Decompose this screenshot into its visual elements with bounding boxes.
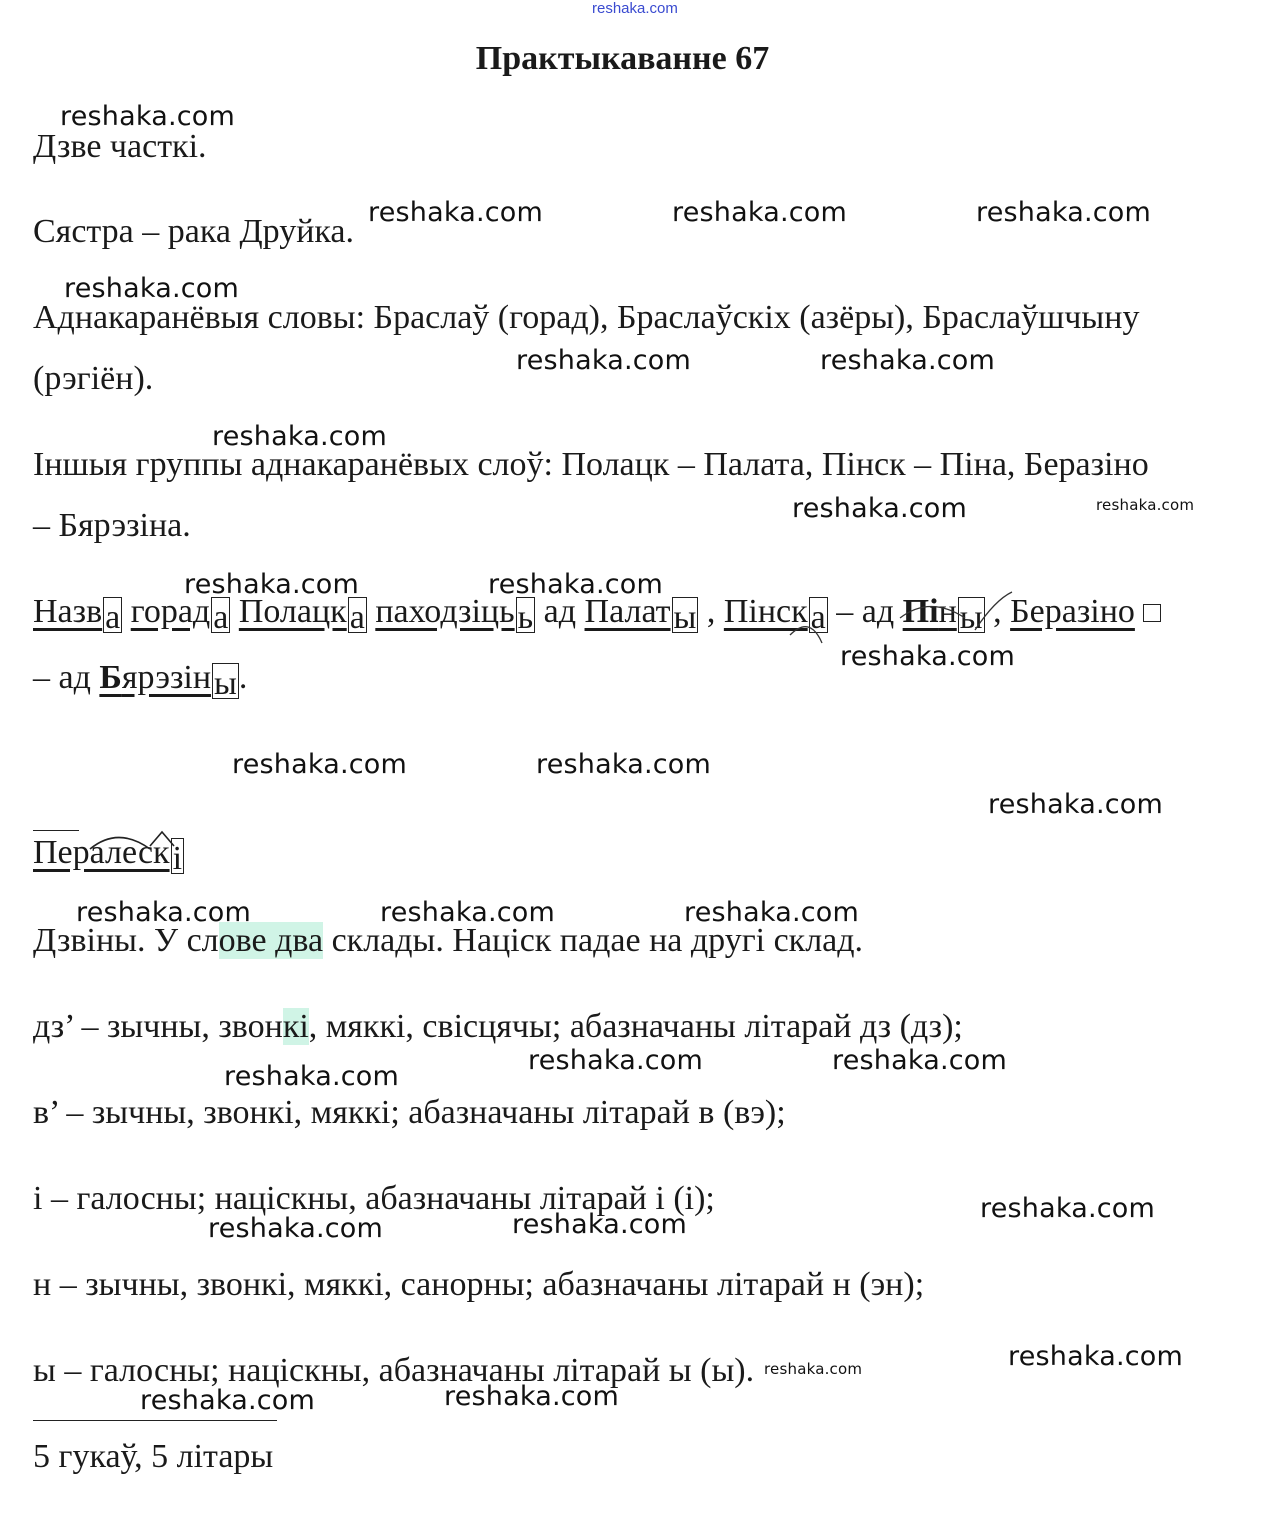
watermark: reshaka.com — [672, 197, 847, 228]
watermark: reshaka.com — [792, 493, 967, 524]
paragraph-cognates-line2: (рэгіён). — [33, 360, 154, 397]
sound-v: в’ – зычны, звонкі, мяккі; абазначаны літарай в (вэ); — [33, 1094, 786, 1131]
paragraph-sister-river: Сястра – рака Друйка. — [33, 213, 354, 250]
dash-preposition: – ад — [836, 593, 895, 630]
watermark: reshaka.com — [380, 897, 555, 928]
page-title: Практыкаванне 67 — [475, 40, 770, 77]
watermark: reshaka.com — [212, 421, 387, 452]
paragraph-parts: Дзве часткі. — [33, 128, 207, 165]
period: . — [238, 659, 248, 696]
watermark: reshaka.com — [1008, 1341, 1183, 1372]
word-ending: ы — [214, 665, 237, 702]
word-ending: і — [172, 840, 183, 877]
word-stem-bold: Пі — [902, 593, 939, 630]
word-stem: Пералеск — [33, 834, 170, 871]
sound-n: н – зычны, звонкі, мяккі, санорны; абазначаны літарай н (эн); — [33, 1266, 925, 1303]
watermark: reshaka.com — [988, 789, 1163, 820]
word-stem-rest: н — [938, 593, 957, 630]
watermark: reshaka.com — [1096, 496, 1195, 514]
word-ending: а — [105, 599, 121, 636]
watermark: reshaka.com — [208, 1213, 383, 1244]
dash-preposition: – ад — [33, 659, 91, 696]
text-run: дз’ – зычны, звон — [33, 1008, 283, 1045]
watermark: reshaka.com — [980, 1193, 1155, 1224]
word-stem-rest: ярэзін — [121, 659, 212, 696]
watermark: reshaka.com — [368, 197, 543, 228]
word-stem: Полацк — [238, 593, 347, 630]
root-arc-mark — [90, 838, 150, 850]
word-stem: горад — [130, 593, 211, 630]
watermark: reshaka.com — [764, 1360, 863, 1378]
word-ending: ы — [673, 599, 697, 636]
text-run: Дзвіны. У сл — [33, 922, 219, 959]
watermark: reshaka.com — [224, 1061, 399, 1092]
sound-y: ы – галосны; націскны, абазначаны літарай ы (ы). — [33, 1352, 755, 1389]
root-arc-mark — [900, 607, 965, 619]
preposition: ад — [543, 593, 577, 630]
word-stem: паходзіць — [375, 593, 515, 630]
watermark: reshaka.com — [232, 749, 407, 780]
watermark: reshaka.com — [512, 1209, 687, 1240]
watermark: reshaka.com — [64, 273, 239, 304]
highlighted-text: ове два — [218, 922, 324, 959]
watermark: reshaka.com — [140, 1385, 315, 1416]
word-ending: ы — [959, 599, 983, 636]
paragraph-groups-line2: – Бярэзіна. — [33, 507, 191, 544]
text-run: склады. Націск падае на другі склад. — [323, 922, 864, 959]
watermark: reshaka.com — [516, 345, 691, 376]
watermark: reshaka.com — [536, 749, 711, 780]
hand-stroke-mark — [975, 592, 1012, 630]
watermark: reshaka.com — [840, 641, 1015, 672]
sound-i: і – галосны; націскны, абазначаны літарай і (і); — [33, 1180, 715, 1217]
word-stem: Палат — [584, 593, 671, 630]
watermark: reshaka.com — [832, 1045, 1007, 1076]
watermark: reshaka.com — [976, 197, 1151, 228]
paragraph-cognates-line1: Аднакаранёвыя словы: Браслаў (горад), Браслаўскіх (азёры), Браслаўшчыну — [33, 299, 1140, 336]
word-ending: ь — [517, 599, 534, 636]
watermark: reshaka.com — [820, 345, 995, 376]
summary: 5 гукаў, 5 літары — [33, 1438, 274, 1475]
comma: , — [993, 593, 1002, 630]
word-ending: а — [349, 599, 365, 636]
watermark: reshaka.com — [60, 101, 235, 132]
word-stem: Назв — [33, 593, 103, 630]
highlighted-text: кі — [282, 1008, 309, 1045]
word-stem: Пінск — [723, 593, 808, 630]
word-stem-bold: Б — [99, 659, 122, 696]
word-ending: а — [213, 599, 229, 636]
watermark: reshaka.com — [444, 1381, 619, 1412]
watermark: reshaka.com — [488, 569, 663, 600]
watermark: reshaka.com — [184, 569, 359, 600]
watermark: reshaka.com — [76, 897, 251, 928]
hand-stroke-mark — [790, 627, 822, 643]
comma: , — [706, 593, 716, 630]
watermark: reshaka.com — [528, 1045, 703, 1076]
site-mark[interactable]: reshaka.com — [592, 0, 678, 17]
word-stem: Беразіно — [1010, 593, 1135, 630]
paragraph-groups-line1: Іншыя группы аднакаранёвых слоў: Полацк – Палата, Пінск – Піна, Беразіно — [33, 446, 1149, 483]
suffix-mark — [150, 832, 174, 846]
text-run: , мяккі, свісцячы; абазначаны літарай дз (дз); — [308, 1008, 963, 1045]
watermark: reshaka.com — [684, 897, 859, 928]
word-ending: а — [810, 599, 826, 636]
